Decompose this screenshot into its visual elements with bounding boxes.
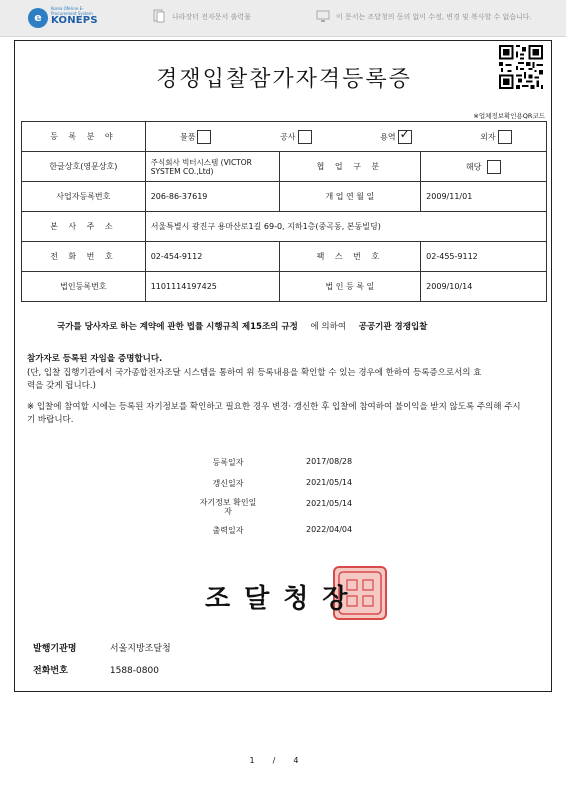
date-value: 2022/04/04 <box>306 525 353 534</box>
page-indicator <box>0 756 566 765</box>
tel-label: 전화번호 <box>33 666 68 676</box>
service-checkbox <box>398 130 412 144</box>
header-note-left: 나라장터 전자문서 출력물 <box>172 13 251 21</box>
coop-value-text: 해당 <box>465 162 482 171</box>
construction-checkbox <box>298 130 312 144</box>
info-table <box>21 121 547 302</box>
fax-value: 02-455-9112 <box>421 242 547 272</box>
option-construction <box>280 130 311 144</box>
address-value: 서울특별시 광진구 용마산로1길 69-0, 지하1층(중곡동, 본동빌딩) <box>145 212 546 242</box>
phone-label: 전 화 번 호 <box>22 242 146 272</box>
date-value: 2021/05/14 <box>306 478 353 487</box>
coop-checkbox <box>487 160 501 174</box>
table-row <box>22 152 547 182</box>
page-current: 1 <box>249 756 273 765</box>
phone-value: 02-454-9112 <box>145 242 279 272</box>
issuing-agency: 조달청장 <box>205 584 362 614</box>
cert-paragraph-1 <box>27 321 547 334</box>
corpdate-value: 2009/10/14 <box>421 272 547 302</box>
logo-text: KONEPS <box>51 15 98 26</box>
monitor-icon <box>316 9 330 23</box>
issuer-label: 발행기관명 <box>33 644 77 654</box>
cert-paragraph-4: ※ 입찰에 참여할 시에는 등록된 자기정보를 확인하고 필요한 경우 변경· 갱신한 후 입찰에 참여하여 불이익을 받지 않도록 주의해 주시기 바랍니다. <box>27 402 521 425</box>
law-reference: 국가를 당사자로 하는 계약에 관한 법률 시행규칙 제15조의 규정 <box>57 322 298 332</box>
qr-code-icon <box>499 45 543 89</box>
option-service <box>380 130 411 144</box>
coop-label: 협 업 구 분 <box>279 152 421 182</box>
table-row <box>22 182 547 212</box>
company-label: 한글상호(영문상호) <box>22 152 146 182</box>
option-label: 공사 <box>280 132 296 141</box>
table-row <box>22 272 547 302</box>
coop-value <box>421 152 547 182</box>
option-label: 외자 <box>480 132 496 141</box>
address-label: 본 사 주 소 <box>22 212 146 242</box>
document-title: 경쟁입찰참가자격등록증 <box>156 67 412 92</box>
table-row <box>22 212 547 242</box>
date-value: 2021/05/14 <box>306 499 353 508</box>
issuer-value: 서울지방조달청 <box>109 644 171 654</box>
issuer-row <box>33 641 171 654</box>
corpdate-label: 법 인 등 록 일 <box>279 272 421 302</box>
corpno-label: 법인등록번호 <box>22 272 146 302</box>
date-value: 2017/08/28 <box>306 457 353 466</box>
goods-checkbox <box>197 130 211 144</box>
document-icon <box>152 9 166 23</box>
cert-paragraph-2: 참가자로 등록된 자임을 증명합니다. <box>27 354 163 364</box>
open-label: 개 업 연 월 일 <box>279 182 421 212</box>
certificate-document <box>14 40 552 692</box>
cert-paragraph-3: (단, 입찰 집행기관에서 국가종합전자조달 시스템을 통하여 위 등록내용을 확인할 수 있는 경우에 한하여 등록증으로서의 효력을 갖게 됩니다.) <box>27 368 482 391</box>
logo-mark-icon: e <box>28 8 48 28</box>
open-value: 2009/11/01 <box>421 182 547 212</box>
logo-subtitle: Korea ON-line E-Procurement System <box>51 6 93 16</box>
tel-value: 1588-0800 <box>109 666 159 676</box>
registration-label: 등 록 분 야 <box>22 122 146 152</box>
corpno-value: 1101114197425 <box>145 272 279 302</box>
bizno-value: 206-86-37619 <box>145 182 279 212</box>
header-note-right: 이 문서는 조달청의 동의 없이 수정, 변경 및 복사할 수 없습니다. <box>336 13 532 21</box>
by-text: 에 의하여 <box>310 322 347 332</box>
koneps-logo <box>28 6 98 32</box>
bid-type: 공공기관 경쟁입찰 <box>358 322 428 332</box>
option-foreign <box>480 130 511 144</box>
table-row <box>22 122 547 152</box>
page-total: 4 <box>293 756 317 765</box>
page-separator: / <box>272 756 294 765</box>
option-label: 물품 <box>180 132 196 141</box>
bizno-label: 사업자등록번호 <box>22 182 146 212</box>
table-row <box>22 242 547 272</box>
date-label: 자기정보 확인일자 <box>199 498 257 516</box>
option-goods <box>180 130 211 144</box>
date-label: 등록일자 <box>212 458 244 467</box>
date-label: 갱신일자 <box>212 479 244 488</box>
foreign-checkbox <box>498 130 512 144</box>
registration-options <box>145 122 546 152</box>
option-label: 용역 <box>380 132 396 141</box>
qr-note: ※업체정보확인용QR코드 <box>473 112 545 120</box>
tel-row <box>33 663 159 676</box>
company-value: 주식회사 빅터시스템 (VICTOR SYSTEM CO.,Ltd) <box>145 152 279 182</box>
top-bar <box>0 0 566 37</box>
date-label: 출력일자 <box>212 526 244 535</box>
fax-label: 팩 스 번 호 <box>279 242 421 272</box>
